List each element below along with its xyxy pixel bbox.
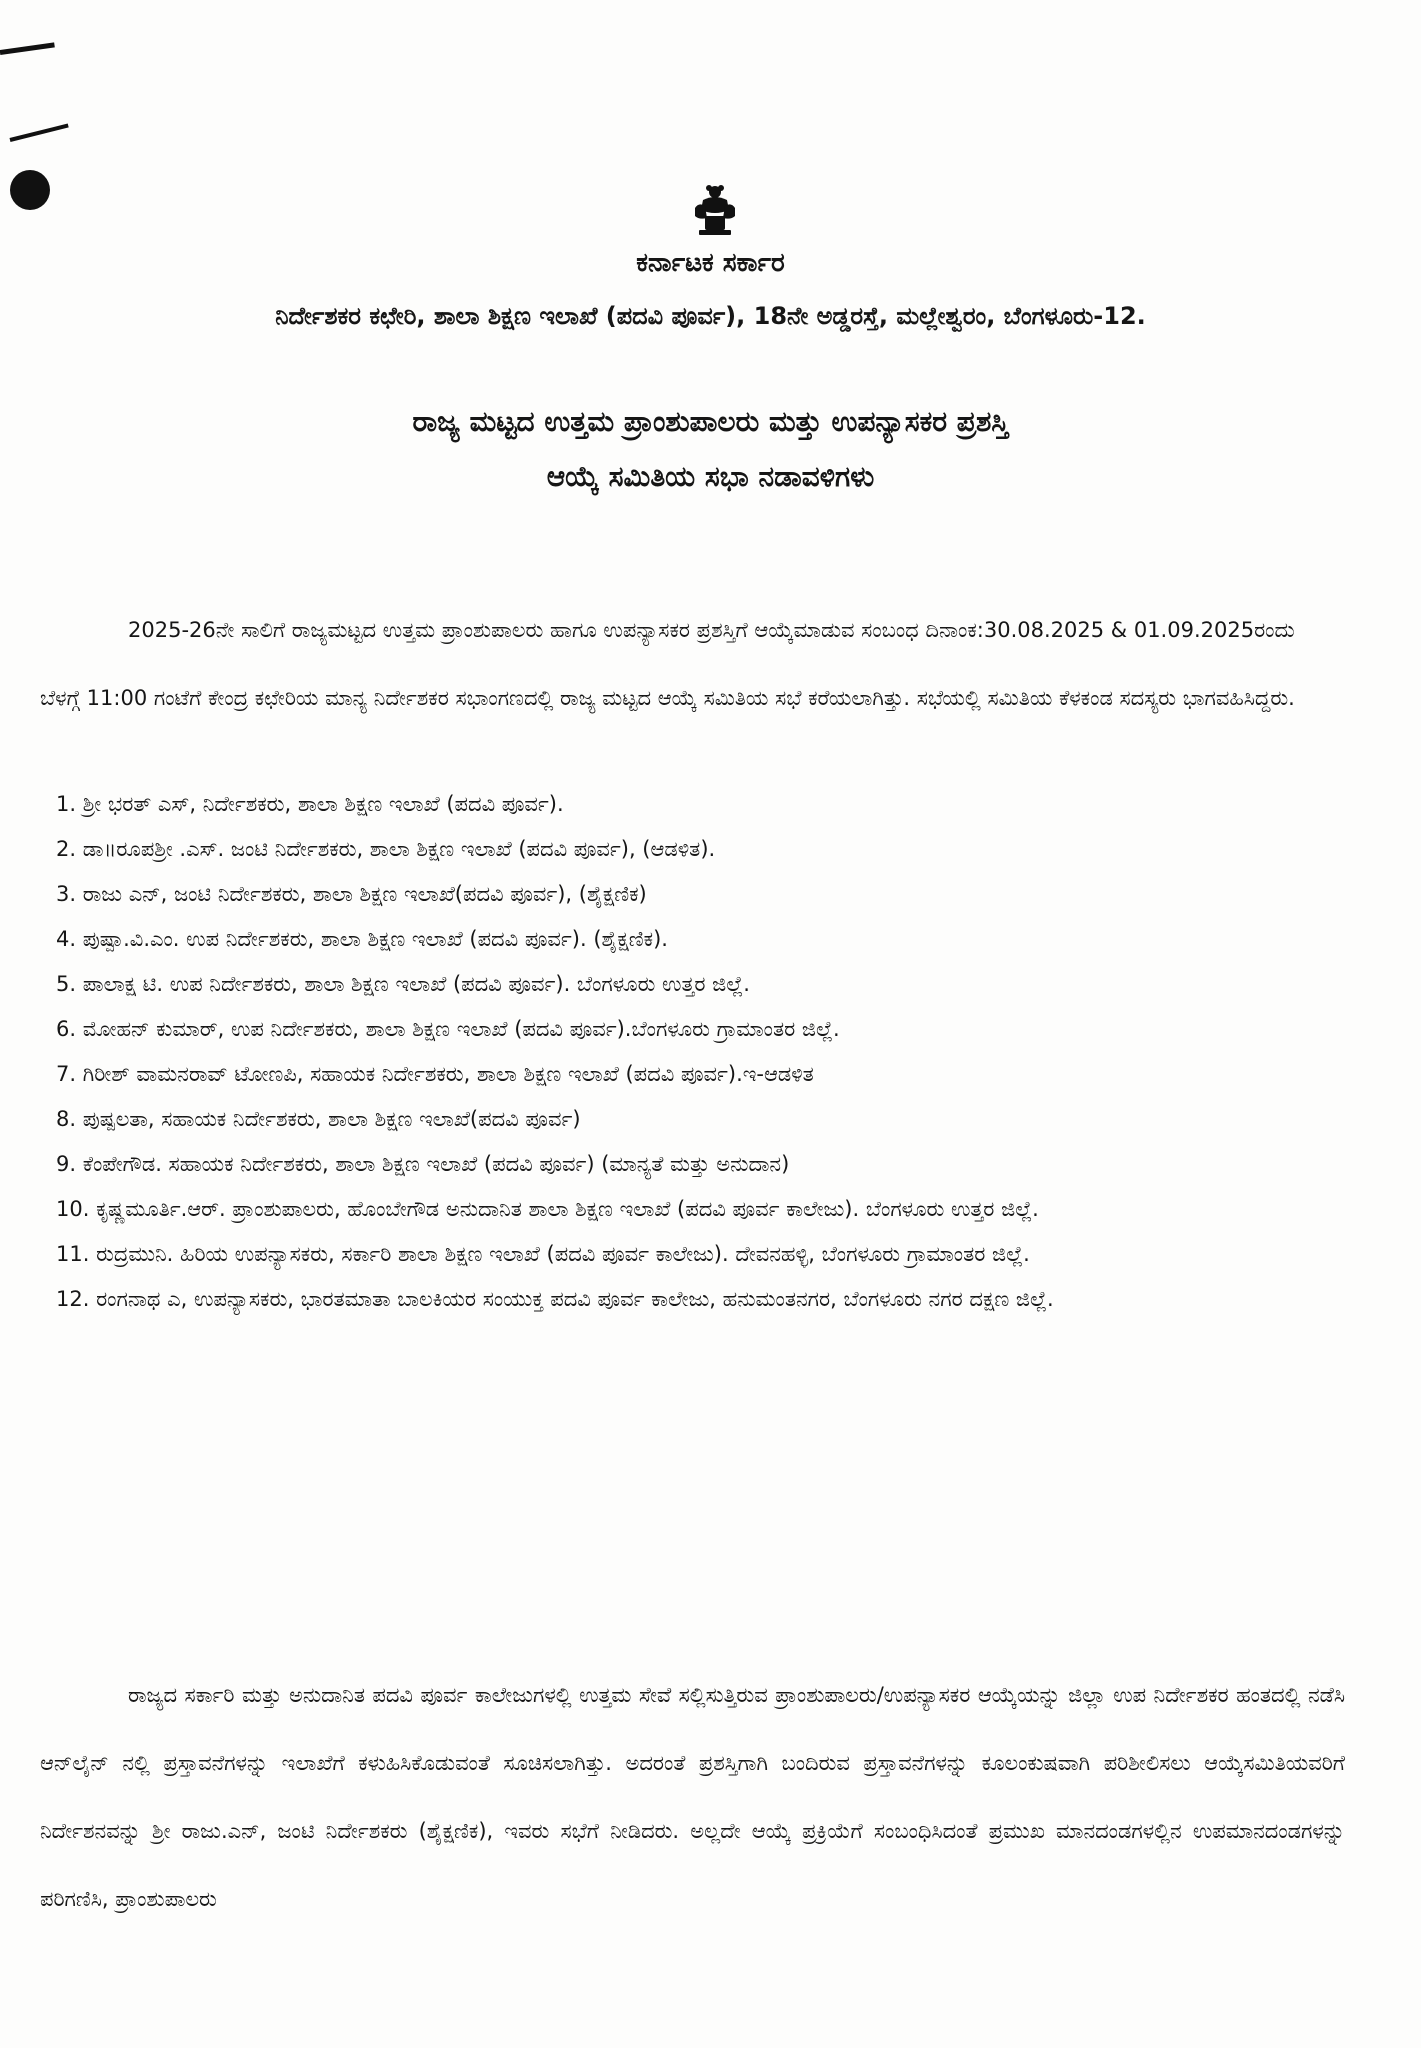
members-list xyxy=(56,782,1346,1322)
office-address: ನಿರ್ದೇಶಕರ ಕಛೇರಿ, ಶಾಲಾ ಶಿಕ್ಷಣ ಇಲಾಖೆ (ಪದವಿ ಪೂರ್ವ), 18ನೇ ಅಡ್ಡರಸ್ತೆ, ಮಲ್ಲೇಶ್ವರಂ, ಬೆಂಗಳೂರು-12. xyxy=(275,302,1146,330)
list-item: 12. ರಂಗನಾಥ ಎ, ಉಪನ್ಯಾಸಕರು, ಭಾರತಮಾತಾ ಬಾಲಕಿಯರ ಸಂಯುಕ್ತ ಪದವಿ ಪೂರ್ವ ಕಾಲೇಜು, ಹನುಮಂತನಗರ, ಬೆಂಗಳೂರು ನಗರ ದಕ್ಷಣ ಜಿಲ್ಲೆ. xyxy=(56,1287,1054,1311)
list-item: 10. ಕೃಷ್ಣಮೂರ್ತಿ.ಆರ್. ಪ್ರಾಂಶುಪಾಲರು, ಹೊಂಬೇಗೌಡ ಅನುದಾನಿತ ಶಾಲಾ ಶಿಕ್ಷಣ ಇಲಾಖೆ (ಪದವಿ ಪೂರ್ವ ಕಾಲೇಜು). ಬೆಂಗಳೂರು ಉತ್ತರ ಜಿಲ್ಲೆ. xyxy=(56,1197,1039,1221)
scan-mark xyxy=(10,124,69,142)
document-subtitle: ಆಯ್ಕೆ ಸಮಿತಿಯ ಸಭಾ ನಡಾವಳಿಗಳು xyxy=(546,460,875,493)
list-item: 2. ಡಾ॥ರೂಪಶ್ರೀ .ಎಸ್. ಜಂಟಿ ನಿರ್ದೇಶಕರು, ಶಾಲಾ ಶಿಕ್ಷಣ ಇಲಾಖೆ (ಪದವಿ ಪೂರ್ವ), (ಆಡಳಿತ). xyxy=(56,837,716,861)
closing-paragraph: ರಾಜ್ಯದ ಸರ್ಕಾರಿ ಮತ್ತು ಅನುದಾನಿತ ಪದವಿ ಪೂರ್ವ ಕಾಲೇಜುಗಳಲ್ಲಿ ಉತ್ತಮ ಸೇವೆ ಸಲ್ಲಿಸುತ್ತಿರುವ ಪ್ರಾಂಶುಪಾಲರು/ಉಪನ್ಯಾಸಕರ ಆಯ್ಕೆಯನ್ನು ಜಿಲ್ಲಾ ಉಪ ನಿರ್ದೇಶಕರ ಹಂತದಲ್ಲಿ ನಡೆಸಿ ಆನ್‌ಲೈನ್ ನಲ್ಲಿ ಪ್ರಸ್ತಾವನೆಗಳನ್ನು ಇಲಾಖೆಗೆ ಕಳುಹಿಸಿಕೊಡುವಂತೆ ಸೂಚಿಸಲಾಗಿತ್ತು. ಅದರಂತೆ ಪ್ರಶಸ್ತಿಗಾಗಿ ಬಂದಿರುವ ಪ್ರಸ್ತಾವನೆಗಳನ್ನು ಕೂಲಂಕುಷವಾಗಿ ಪರಿಶೀಲಿಸಲು ಆಯ್ಕೆಸಮಿತಿಯವರಿಗೆ ನಿರ್ದೇಶನವನ್ನು ಶ್ರೀ ರಾಜು.ಎನ್, ಜಂಟಿ ನಿರ್ದೇಶಕರು (ಶೈಕ್ಷಣಿಕ), ಇವರು ಸಭೆಗೆ ನೀಡಿದರು. ಅಲ್ಲದೇ ಆಯ್ಕೆ ಪ್ರಕ್ರಿಯೆಗೆ ಸಂಬಂಧಿಸಿದಂತೆ ಪ್ರಮುಖ ಮಾನದಂಡಗಳಲ್ಲಿನ ಉಪಮಾನದಂಡಗಳನ್ನು ಪರಿಗಣಿಸಿ, ಪ್ರಾಂಶುಪಾಲರು xyxy=(40,1683,1345,1911)
government-emblem-icon xyxy=(685,180,745,240)
scan-mark xyxy=(0,42,55,55)
list-item: 8. ಪುಷ್ಪಲತಾ, ಸಹಾಯಕ ನಿರ್ದೇಶಕರು, ಶಾಲಾ ಶಿಕ್ಷಣ ಇಲಾಖೆ(ಪದವಿ ಪೂರ್ವ) xyxy=(56,1107,581,1131)
scan-mark xyxy=(10,170,50,210)
list-item: 7. ಗಿರೀಶ್ ವಾಮನರಾವ್ ಟೋಣಪಿ, ಸಹಾಯಕ ನಿರ್ದೇಶಕರು, ಶಾಲಾ ಶಿಕ್ಷಣ ಇಲಾಖೆ (ಪದವಿ ಪೂರ್ವ).ಇ-ಆಡಳಿತ xyxy=(56,1062,814,1086)
list-item: 11. ರುದ್ರಮುನಿ. ಹಿರಿಯ ಉಪನ್ಯಾಸಕರು, ಸರ್ಕಾರಿ ಶಾಲಾ ಶಿಕ್ಷಣ ಇಲಾಖೆ (ಪದವಿ ಪೂರ್ವ ಕಾಲೇಜು). ದೇವನಹಳ್ಳಿ, ಬೆಂಗಳೂರು ಗ್ರಾಮಾಂತರ ಜಿಲ್ಲೆ. xyxy=(56,1242,1030,1266)
list-item: 4. ಪುಷ್ಪಾ.ವಿ.ಎಂ. ಉಪ ನಿರ್ದೇಶಕರು, ಶಾಲಾ ಶಿಕ್ಷಣ ಇಲಾಖೆ (ಪದವಿ ಪೂರ್ವ). (ಶೈಕ್ಷಣಿಕ). xyxy=(56,927,668,951)
list-item: 9. ಕೆಂಪೇಗೌಡ. ಸಹಾಯಕ ನಿರ್ದೇಶಕರು, ಶಾಲಾ ಶಿಕ್ಷಣ ಇಲಾಖೆ (ಪದವಿ ಪೂರ್ವ) (ಮಾನ್ಯತೆ ಮತ್ತು ಅನುದಾನ) xyxy=(56,1152,790,1176)
list-item: 1. ಶ್ರೀ ಭರತ್ ಎಸ್, ನಿರ್ದೇಶಕರು, ಶಾಲಾ ಶಿಕ್ಷಣ ಇಲಾಖೆ (ಪದವಿ ಪೂರ್ವ). xyxy=(56,792,564,816)
list-item: 6. ಮೋಹನ್ ಕುಮಾರ್, ಉಪ ನಿರ್ದೇಶಕರು, ಶಾಲಾ ಶಿಕ್ಷಣ ಇಲಾಖೆ (ಪದವಿ ಪೂರ್ವ).ಬೆಂಗಳೂರು ಗ್ರಾಮಾಂತರ ಜಿಲ್ಲೆ. xyxy=(56,1017,840,1041)
list-item: 5. ಪಾಲಾಕ್ಷ ಟಿ. ಉಪ ನಿರ್ದೇಶಕರು, ಶಾಲಾ ಶಿಕ್ಷಣ ಇಲಾಖೆ (ಪದವಿ ಪೂರ್ವ). ಬೆಂಗಳೂರು ಉತ್ತರ ಜಿಲ್ಲೆ. xyxy=(56,972,750,996)
document-title: ರಾಜ್ಯ ಮಟ್ಟದ ಉತ್ತಮ ಪ್ರಾಂಶುಪಾಲರು ಮತ್ತು ಉಪನ್ಯಾಸಕರ ಪ್ರಶಸ್ತಿ xyxy=(412,405,1009,438)
list-item: 3. ರಾಜು ಎನ್, ಜಂಟಿ ನಿರ್ದೇಶಕರು, ಶಾಲಾ ಶಿಕ್ಷಣ ಇಲಾಖೆ(ಪದವಿ ಪೂರ್ವ), (ಶೈಕ್ಷಣಿಕ) xyxy=(56,882,647,906)
government-title: ಕರ್ನಾಟಕ ಸರ್ಕಾರ xyxy=(636,248,785,278)
intro-paragraph: 2025-26ನೇ ಸಾಲಿಗೆ ರಾಜ್ಯಮಟ್ಟದ ಉತ್ತಮ ಪ್ರಾಂಶುಪಾಲರು ಹಾಗೂ ಉಪನ್ಯಾಸಕರ ಪ್ರಶಸ್ತಿಗೆ ಆಯ್ಕೆಮಾಡುವ ಸಂಬಂಧ ದಿನಾಂಕ:30.08.2025 & 01.09.2025ರಂದು ಬೆಳಗ್ಗೆ 11:00 ಗಂಟೆಗೆ ಕೇಂದ್ರ ಕಛೇರಿಯ ಮಾನ್ಯ ನಿರ್ದೇಶಕರ ಸಭಾಂಗಣದಲ್ಲಿ ರಾಜ್ಯ ಮಟ್ಟದ ಆಯ್ಕೆ ಸಮಿತಿಯ ಸಭೆ ಕರೆಯಲಾಗಿತ್ತು. ಸಭೆಯಲ್ಲಿ ಸಮಿತಿಯ ಕೆಳಕಂಡ ಸದಸ್ಯರು ಭಾಗವಹಿಸಿದ್ದರು. xyxy=(40,618,1295,710)
